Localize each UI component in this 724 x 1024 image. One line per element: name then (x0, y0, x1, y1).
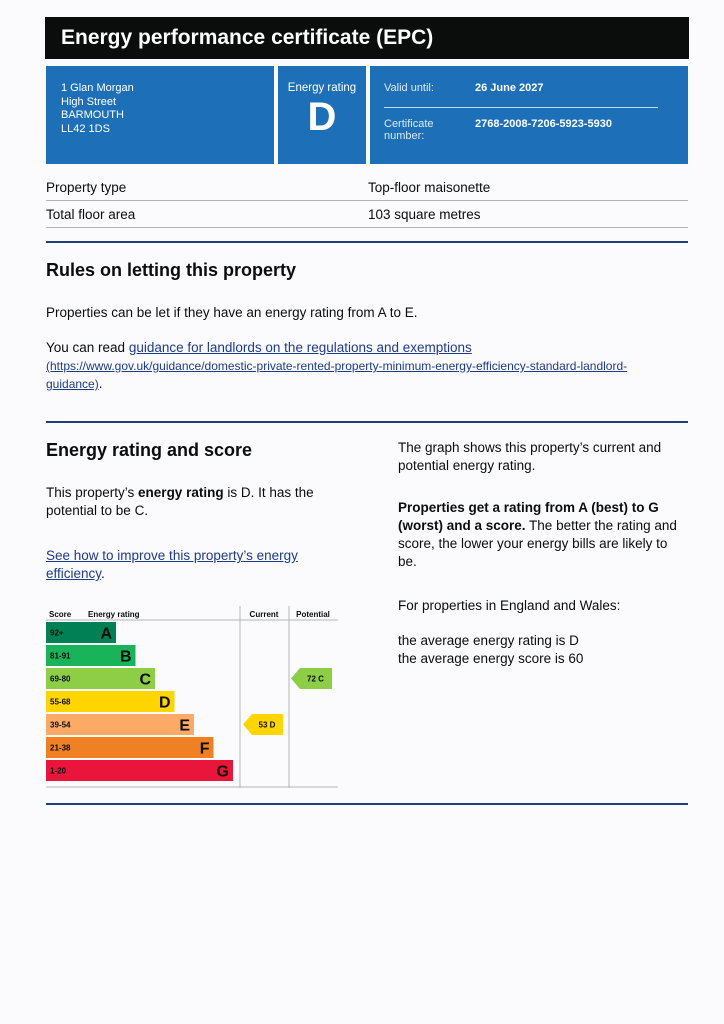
region-text: For properties in England and Wales: (398, 598, 621, 613)
potential-rating-label: 72 C (307, 674, 324, 684)
rating-explanation (398, 499, 688, 571)
rating-explanation-bold: Properties get a rating from A (best) to G (worst) and a score. (398, 500, 659, 533)
letting-guidance-paragraph (46, 339, 671, 393)
energy-rating-chart (46, 606, 338, 788)
guidance-prefix: You can read (46, 340, 129, 355)
chart-band-letter: F (199, 740, 210, 758)
chart-score-label: 1-20 (50, 766, 67, 776)
certificate-box (370, 66, 688, 164)
floor-area-label: Total floor area (46, 207, 136, 222)
section-divider (46, 421, 688, 423)
current-rating-label: 53 D (258, 720, 276, 730)
rating-explanation-rest: The better the rating and score, the lower your energy bills are likely to be. (398, 518, 677, 569)
energy-rating-box (278, 66, 366, 164)
average-rating-text: the average energy rating is D (398, 633, 579, 648)
property-type-label: Property type (46, 180, 127, 195)
letting-heading: Rules on letting this property (46, 260, 297, 280)
current-prefix: This property’s (46, 485, 139, 500)
letting-text: Properties can be let if they have an energy rating from A to E. (46, 305, 418, 320)
section-divider (46, 241, 688, 243)
valid-until-label: Valid until: (384, 82, 434, 94)
floor-area-value: 103 square metres (368, 207, 481, 222)
guidance-url-link[interactable]: (https://www.gov.uk/guidance/domestic-private-rented-property-minimum-energy-efficiency-standard-landlord-guidance) (46, 359, 628, 391)
energy-heading: Energy rating and score (46, 440, 253, 460)
improve-suffix: . (101, 566, 105, 581)
chart-band-letter: B (119, 648, 132, 666)
chart-band-bar (80, 737, 214, 758)
current-bold: energy rating (138, 485, 224, 500)
chart-header-score: Score (49, 610, 72, 619)
energy-current-text (46, 484, 346, 520)
improve-efficiency-link[interactable]: See how to improve this property’s energy efficiency (46, 548, 298, 581)
chart-band-letter: C (139, 671, 151, 689)
guidance-suffix: . (98, 376, 103, 391)
chart-score-label: 92+ (50, 628, 64, 638)
property-type-row (46, 174, 688, 201)
address-box (46, 66, 274, 164)
section-divider (46, 803, 688, 805)
chart-header-current: Current (249, 610, 279, 619)
energy-rating-label: Energy rating (287, 82, 357, 94)
chart-band-letter: D (158, 694, 171, 712)
chart-band-bar (80, 714, 194, 735)
certificate-number-value: 2768-2008-7206-5923-5930 (475, 118, 613, 130)
property-type-value: Top-floor maisonette (368, 180, 491, 195)
graph-description: The graph shows this property’s current and potential energy rating. (398, 440, 662, 473)
chart-header-potential: Potential (296, 610, 330, 619)
certificate-number-label: Certificate number: (384, 118, 434, 142)
guidance-link[interactable]: guidance for landlords on the regulations and exemptions (128, 340, 472, 355)
improve-paragraph (46, 547, 346, 583)
valid-until-value: 26 June 2027 (475, 82, 544, 94)
chart-band-letter: E (179, 717, 190, 735)
chart-score-label: 39-54 (50, 720, 71, 730)
chart-score-label: 81-91 (50, 651, 71, 661)
floor-area-row (46, 201, 688, 228)
chart-header-rating: Energy rating (88, 610, 140, 619)
chart-score-label: 21-38 (50, 743, 71, 753)
divider (384, 107, 658, 108)
chart-score-label: 69-80 (50, 674, 71, 684)
chart-band-letter: G (216, 763, 229, 781)
chart-band-bar (80, 760, 233, 781)
address-line: LL42 1DS (61, 122, 110, 135)
address-line: High Street (61, 95, 117, 108)
average-score-text: the average energy score is 60 (398, 651, 584, 666)
address-line: 1 Glan Morgan (61, 82, 134, 94)
chart-band-letter: A (100, 625, 112, 643)
address-line: BARMOUTH (61, 109, 124, 121)
page-title: Energy performance certificate (EPC) (45, 17, 689, 59)
energy-rating-graph (46, 606, 338, 788)
chart-score-label: 55-68 (50, 697, 71, 707)
energy-rating-value: D (307, 95, 337, 139)
current-rest: is D. It has the potential to be C. (46, 485, 314, 518)
